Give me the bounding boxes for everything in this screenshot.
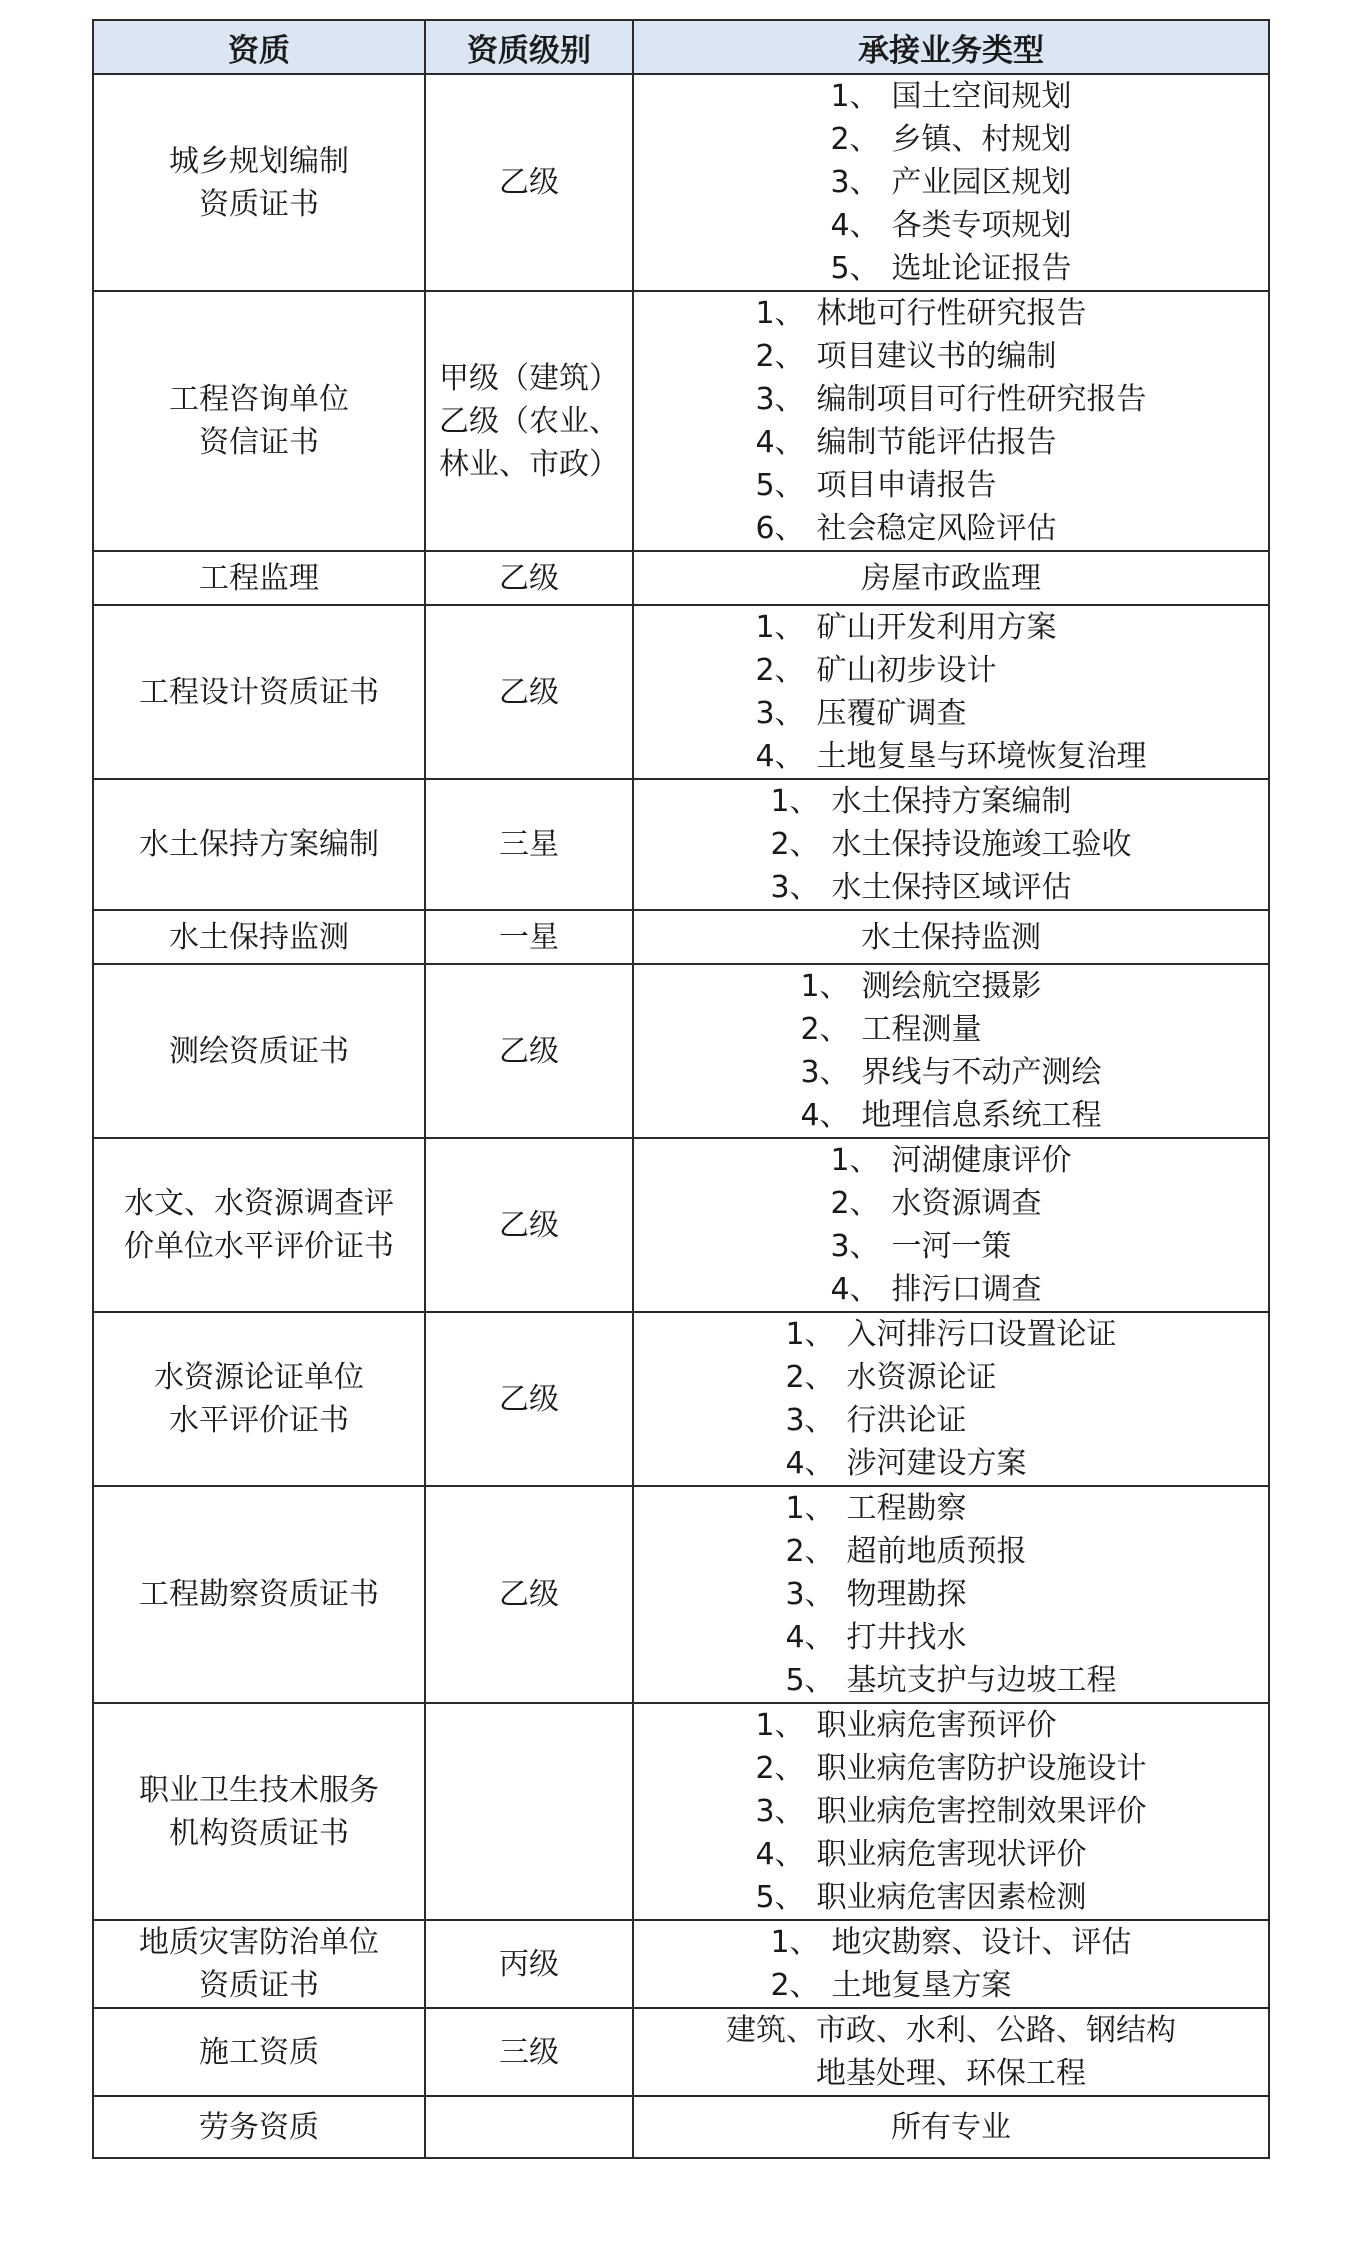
item-number: 2、 <box>830 122 880 157</box>
business-type-item <box>755 1790 1146 1833</box>
item-number: 2、 <box>785 1360 835 1395</box>
business-type-item <box>755 292 1146 335</box>
business-type-list <box>830 1139 1071 1311</box>
table-row <box>93 1703 1269 1920</box>
qualification-name: 机构资质证书 <box>169 1815 349 1851</box>
item-text: 职业病危害防护设施设计 <box>816 1751 1147 1786</box>
business-text: 房屋市政监理 <box>861 560 1041 596</box>
item-number: 4、 <box>830 1272 880 1307</box>
business-types-cell <box>633 1138 1269 1312</box>
item-number: 5、 <box>755 468 805 503</box>
business-types-cell <box>633 1486 1269 1703</box>
table-row <box>93 1312 1269 1486</box>
item-number: 1、 <box>770 1925 820 1960</box>
business-text-cell <box>633 2008 1269 2096</box>
item-number: 2、 <box>800 1012 850 1047</box>
business-type-item <box>785 1356 1116 1399</box>
business-type-item <box>755 464 1146 507</box>
table-row <box>93 2096 1269 2158</box>
qualification-cell <box>93 291 425 551</box>
item-number: 2、 <box>785 1534 835 1569</box>
level-cell <box>425 291 633 551</box>
qualification-cell <box>93 605 425 779</box>
item-number: 2、 <box>830 1186 880 1221</box>
business-type-item <box>830 118 1071 161</box>
qualification-name: 水土保持方案编制 <box>139 827 379 862</box>
level-value: 乙级 <box>499 674 559 710</box>
item-number: 3、 <box>830 165 880 200</box>
business-text-cell <box>633 910 1269 964</box>
qualification-name: 水资源论证单位 <box>154 1360 364 1395</box>
table-row <box>93 779 1269 910</box>
level-cell <box>425 1138 633 1312</box>
item-number: 4、 <box>785 1620 835 1655</box>
level-cell <box>425 964 633 1138</box>
item-text: 涉河建设方案 <box>846 1446 1027 1481</box>
item-text: 水资源调查 <box>891 1186 1042 1221</box>
item-text: 社会稳定风险评估 <box>816 511 1057 546</box>
item-text: 职业病危害预评价 <box>816 1708 1057 1743</box>
qualification-cell <box>93 964 425 1138</box>
item-text: 职业病危害控制效果评价 <box>816 1794 1147 1829</box>
business-type-item <box>755 606 1146 649</box>
business-type-item <box>770 1921 1131 1964</box>
item-number: 2、 <box>770 827 820 862</box>
business-type-item <box>770 1964 1131 2007</box>
table-row <box>93 964 1269 1138</box>
item-text: 界线与不动产测绘 <box>861 1055 1102 1090</box>
table-row <box>93 605 1269 779</box>
business-type-item <box>800 1008 1101 1051</box>
item-text: 工程测量 <box>861 1012 982 1047</box>
item-number: 4、 <box>755 739 805 774</box>
qualification-name: 价单位水平评价证书 <box>124 1229 394 1264</box>
item-text: 矿山初步设计 <box>816 653 997 688</box>
business-types-cell <box>633 605 1269 779</box>
level-value: 乙级 <box>499 560 559 596</box>
qualification-cell <box>93 2096 425 2158</box>
qualification-name: 资质证书 <box>199 186 319 222</box>
item-text: 项目建议书的编制 <box>816 339 1057 374</box>
qualification-cell <box>93 2008 425 2096</box>
table-row <box>93 1486 1269 1703</box>
business-type-item <box>785 1530 1116 1573</box>
item-number: 2、 <box>755 653 805 688</box>
header-business-types: 承接业务类型 <box>633 20 1269 74</box>
business-type-item <box>785 1616 1116 1659</box>
qualification-cell <box>93 1312 425 1486</box>
level-cell <box>425 1920 633 2008</box>
business-type-item <box>785 1573 1116 1616</box>
item-number: 2、 <box>755 339 805 374</box>
business-type-list <box>755 606 1146 778</box>
item-text: 水土保持区域评估 <box>831 870 1072 905</box>
business-type-item <box>770 866 1131 909</box>
item-number: 3、 <box>770 870 820 905</box>
business-type-item <box>830 247 1071 290</box>
business-text: 建筑、市政、水利、公路、钢结构 <box>726 2013 1176 2048</box>
item-text: 排污口调查 <box>891 1272 1042 1307</box>
item-text: 入河排污口设置论证 <box>846 1317 1117 1352</box>
level-value: 乙级 <box>499 1033 559 1069</box>
business-type-item <box>830 75 1071 118</box>
level-value: 乙级（农业、 <box>439 403 619 439</box>
item-number: 5、 <box>830 251 880 286</box>
item-text: 土地复垦方案 <box>831 1968 1012 2003</box>
item-text: 基坑支护与边坡工程 <box>846 1663 1117 1698</box>
item-text: 超前地质预报 <box>846 1534 1027 1569</box>
item-number: 2、 <box>755 1751 805 1786</box>
table-row <box>93 910 1269 964</box>
item-number: 3、 <box>755 696 805 731</box>
business-type-item <box>800 1051 1101 1094</box>
qualification-name: 工程监理 <box>199 560 319 596</box>
item-text: 物理勘探 <box>846 1577 967 1612</box>
qualification-cell <box>93 551 425 605</box>
item-text: 地理信息系统工程 <box>861 1098 1102 1133</box>
business-type-item <box>755 378 1146 421</box>
business-type-list <box>830 75 1071 290</box>
table-row <box>93 1138 1269 1312</box>
business-type-item <box>830 161 1071 204</box>
item-number: 4、 <box>755 425 805 460</box>
business-types-cell <box>633 1920 1269 2008</box>
item-text: 矿山开发利用方案 <box>816 610 1057 645</box>
level-cell <box>425 605 633 779</box>
item-number: 3、 <box>785 1577 835 1612</box>
item-number: 1、 <box>785 1491 835 1526</box>
item-text: 各类专项规划 <box>891 208 1072 243</box>
business-type-item <box>800 1094 1101 1137</box>
level-value: 乙级 <box>499 1577 559 1612</box>
qualification-name: 城乡规划编制 <box>169 143 349 179</box>
qualification-cell <box>93 1138 425 1312</box>
item-text: 乡镇、村规划 <box>891 122 1072 157</box>
qualification-name: 水文、水资源调查评 <box>124 1186 394 1221</box>
business-type-item <box>755 335 1146 378</box>
business-types-cell <box>633 1703 1269 1920</box>
item-text: 土地复垦与环境恢复治理 <box>816 739 1147 774</box>
table-body <box>93 74 1269 2158</box>
qualification-name: 职业卫生技术服务 <box>139 1772 379 1808</box>
item-number: 4、 <box>800 1098 850 1133</box>
item-number: 1、 <box>830 1143 880 1178</box>
item-number: 1、 <box>800 969 850 1004</box>
item-number: 2、 <box>770 1968 820 2003</box>
business-type-item <box>755 1704 1146 1747</box>
qualification-table <box>92 19 1270 2159</box>
business-type-item <box>785 1399 1116 1442</box>
level-cell <box>425 1703 633 1920</box>
business-type-list <box>755 292 1146 550</box>
business-type-item <box>755 1747 1146 1790</box>
level-cell <box>425 2008 633 2096</box>
item-number: 5、 <box>785 1663 835 1698</box>
business-text: 所有专业 <box>891 2109 1011 2145</box>
item-text: 地灾勘察、设计、评估 <box>831 1925 1132 1960</box>
qualification-name: 劳务资质 <box>199 2109 319 2145</box>
table-row <box>93 291 1269 551</box>
qualification-name: 工程勘察资质证书 <box>139 1577 379 1612</box>
business-type-item <box>755 735 1146 778</box>
business-type-list <box>770 780 1131 909</box>
item-number: 3、 <box>800 1055 850 1090</box>
qualification-cell <box>93 74 425 291</box>
table-row <box>93 2008 1269 2096</box>
business-type-item <box>770 823 1131 866</box>
item-text: 林地可行性研究报告 <box>816 296 1087 331</box>
business-type-item <box>785 1659 1116 1702</box>
business-type-item <box>755 1876 1146 1919</box>
business-type-item <box>785 1442 1116 1485</box>
item-text: 压覆矿调查 <box>816 696 967 731</box>
item-text: 产业园区规划 <box>891 165 1072 200</box>
item-text: 河湖健康评价 <box>891 1143 1072 1178</box>
header-row <box>93 20 1269 74</box>
level-value: 三级 <box>499 2034 559 2070</box>
header-level: 资质级别 <box>425 20 633 74</box>
item-text: 工程勘察 <box>846 1491 967 1526</box>
business-text: 水土保持监测 <box>861 919 1041 955</box>
business-type-item <box>755 421 1146 464</box>
item-number: 4、 <box>785 1446 835 1481</box>
item-number: 3、 <box>830 1229 880 1264</box>
item-text: 测绘航空摄影 <box>861 969 1042 1004</box>
level-cell <box>425 74 633 291</box>
level-cell <box>425 779 633 910</box>
item-number: 1、 <box>830 79 880 114</box>
qualification-cell <box>93 910 425 964</box>
business-type-list <box>770 1921 1131 2007</box>
level-cell <box>425 1312 633 1486</box>
qualification-name: 水平评价证书 <box>169 1403 349 1438</box>
item-text: 水土保持设施竣工验收 <box>831 827 1132 862</box>
item-number: 1、 <box>755 610 805 645</box>
item-number: 3、 <box>755 1794 805 1829</box>
item-text: 编制项目可行性研究报告 <box>816 382 1147 417</box>
qualification-cell <box>93 1703 425 1920</box>
qualification-cell <box>93 1486 425 1703</box>
item-number: 3、 <box>755 382 805 417</box>
header-qualification: 资质 <box>93 20 425 74</box>
item-number: 1、 <box>755 1708 805 1743</box>
business-type-item <box>830 204 1071 247</box>
business-types-cell <box>633 291 1269 551</box>
item-number: 3、 <box>785 1403 835 1438</box>
business-type-item <box>830 1139 1071 1182</box>
item-number: 4、 <box>830 208 880 243</box>
level-value: 林业、市政） <box>439 446 619 482</box>
business-type-item <box>785 1313 1116 1356</box>
item-number: 1、 <box>770 784 820 819</box>
qualification-name: 工程咨询单位 <box>169 382 349 417</box>
item-text: 编制节能评估报告 <box>816 425 1057 460</box>
business-types-cell <box>633 779 1269 910</box>
item-number: 1、 <box>785 1317 835 1352</box>
item-text: 水土保持方案编制 <box>831 784 1072 819</box>
item-number: 6、 <box>755 511 805 546</box>
level-value: 一星 <box>499 919 559 955</box>
level-value: 乙级 <box>499 1207 559 1243</box>
item-text: 打井找水 <box>846 1620 967 1655</box>
level-value: 甲级（建筑） <box>439 360 619 396</box>
business-type-item <box>830 1225 1071 1268</box>
item-text: 职业病危害现状评价 <box>816 1837 1087 1872</box>
level-value: 乙级 <box>499 165 559 200</box>
qualification-name: 资信证书 <box>199 425 319 460</box>
item-text: 项目申请报告 <box>816 468 997 503</box>
business-types-cell <box>633 964 1269 1138</box>
business-type-list <box>800 965 1101 1137</box>
qualification-cell <box>93 1920 425 2008</box>
business-type-item <box>785 1487 1116 1530</box>
business-type-item <box>800 965 1101 1008</box>
business-text-cell <box>633 2096 1269 2158</box>
level-value: 丙级 <box>499 1946 559 1982</box>
business-text: 地基处理、环保工程 <box>816 2056 1086 2091</box>
qualification-cell <box>93 779 425 910</box>
table-row <box>93 74 1269 291</box>
level-value: 乙级 <box>499 1381 559 1417</box>
business-type-item <box>770 780 1131 823</box>
qualification-name: 工程设计资质证书 <box>139 674 379 710</box>
business-type-item <box>755 692 1146 735</box>
item-text: 国土空间规划 <box>891 79 1072 114</box>
level-cell <box>425 1486 633 1703</box>
level-cell <box>425 2096 633 2158</box>
item-text: 一河一策 <box>891 1229 1012 1264</box>
qualification-name: 地质灾害防治单位 <box>139 1925 379 1960</box>
item-number: 4、 <box>755 1837 805 1872</box>
level-value: 三星 <box>499 827 559 862</box>
table-row <box>93 551 1269 605</box>
level-cell <box>425 551 633 605</box>
qualification-name: 资质证书 <box>199 1968 319 2003</box>
business-types-cell <box>633 74 1269 291</box>
table-row <box>93 1920 1269 2008</box>
business-type-item <box>830 1268 1071 1311</box>
item-text: 选址论证报告 <box>891 251 1072 286</box>
business-type-list <box>785 1313 1116 1485</box>
business-types-cell <box>633 1312 1269 1486</box>
item-number: 1、 <box>755 296 805 331</box>
business-type-list <box>785 1487 1116 1702</box>
qualification-name: 水土保持监测 <box>169 919 349 955</box>
business-type-item <box>755 649 1146 692</box>
business-type-item <box>755 1833 1146 1876</box>
level-cell <box>425 910 633 964</box>
qualification-name: 施工资质 <box>199 2034 319 2070</box>
item-text: 职业病危害因素检测 <box>816 1880 1087 1915</box>
qualification-name: 测绘资质证书 <box>169 1033 349 1069</box>
business-type-item <box>830 1182 1071 1225</box>
item-text: 行洪论证 <box>846 1403 967 1438</box>
business-type-list <box>755 1704 1146 1919</box>
item-text: 水资源论证 <box>846 1360 997 1395</box>
business-text-cell <box>633 551 1269 605</box>
business-type-item <box>755 507 1146 550</box>
item-number: 5、 <box>755 1880 805 1915</box>
